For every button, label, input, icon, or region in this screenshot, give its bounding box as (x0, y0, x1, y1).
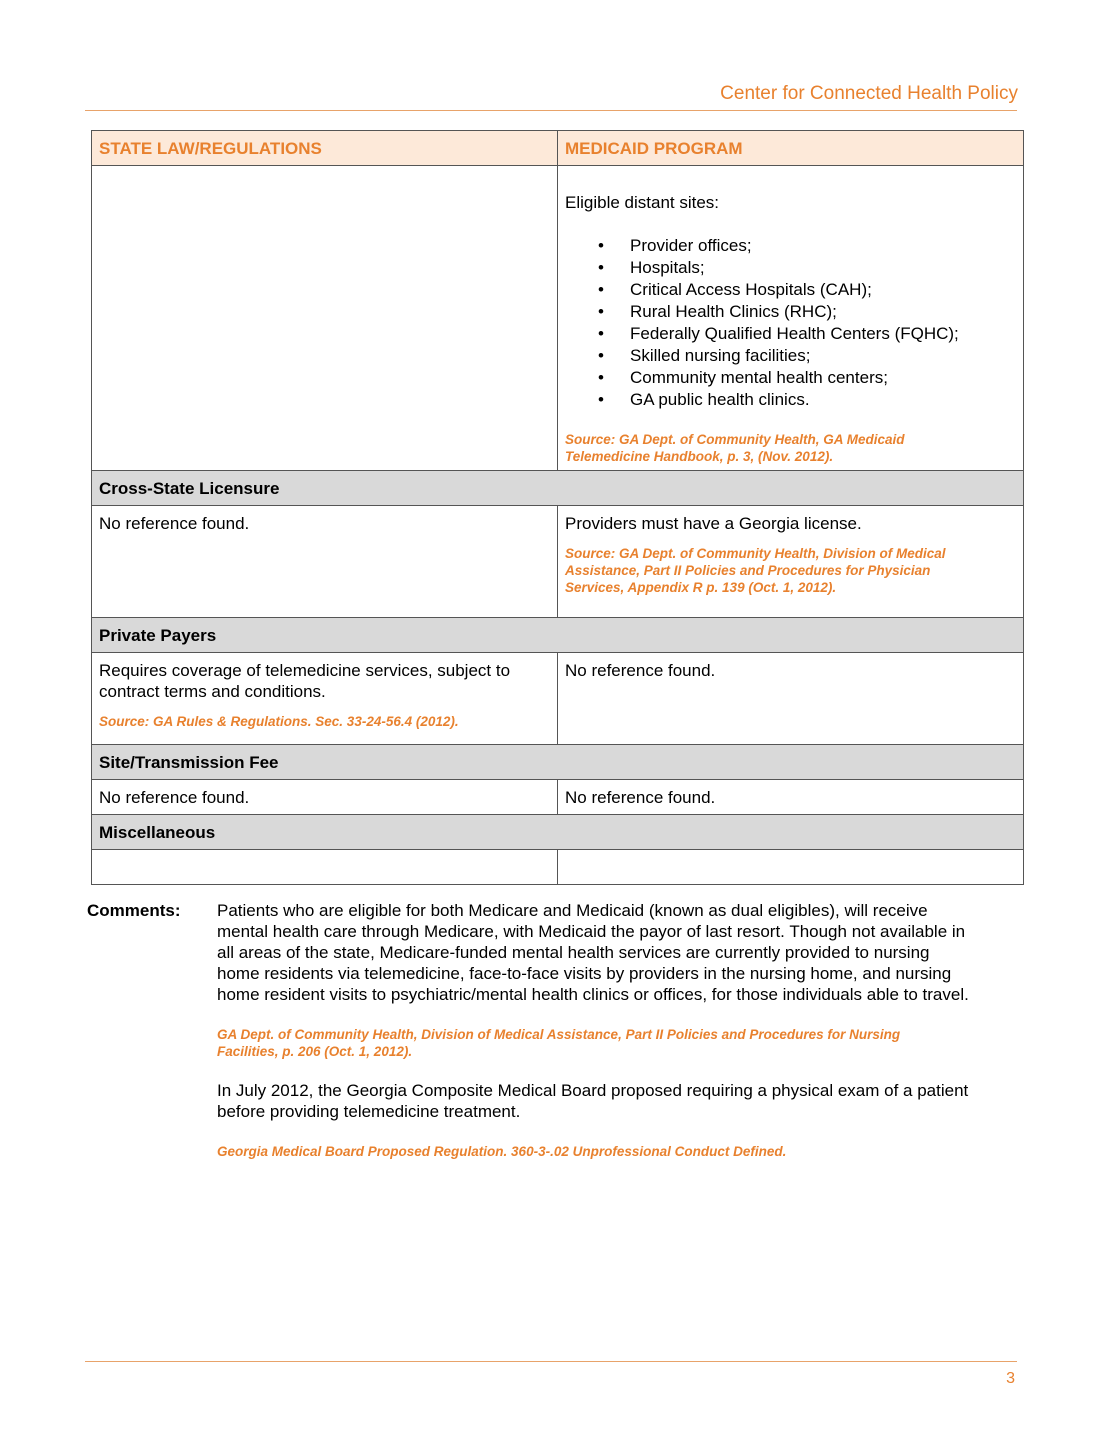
section-row-site-fee (92, 745, 1024, 780)
list-item: • Critical Access Hospitals (CAH); (598, 280, 872, 299)
licensure-state-law-cell: No reference found. (92, 506, 558, 618)
site-fee-state-law-cell: No reference found. (92, 780, 558, 815)
list-item: • Rural Health Clinics (RHC); (598, 302, 837, 321)
bullet-icon: • (598, 346, 604, 365)
column-header-medicaid: MEDICAID PROGRAM (558, 131, 1024, 166)
page-number: 3 (1006, 1370, 1015, 1387)
section-title-site-fee: Site/Transmission Fee (92, 745, 1024, 780)
source-citation: Georgia Medical Board Proposed Regulation. 360-3-.02 Unprofessional Conduct Defined. (217, 1144, 787, 1159)
source-citation: GA Dept. of Community Health, Division of Medical Assistance, Part II Policies and Procedures for Nursing Facilities, p. 206 (Oct. 1, 2012). (217, 1027, 901, 1059)
list-item: • Federally Qualified Health Centers (FQHC); (598, 324, 959, 343)
misc-state-law-cell (92, 850, 558, 885)
bullet-icon: • (598, 368, 604, 387)
list-item: • Community mental health centers; (598, 368, 888, 387)
comments-label: Comments: (87, 901, 181, 920)
distant-sites-intro: Eligible distant sites: (565, 193, 720, 212)
table-row-private-payers (92, 653, 1024, 745)
section-row-private-payers (92, 618, 1024, 653)
list-item: • Provider offices; (598, 236, 752, 255)
bullet-icon: • (598, 390, 604, 409)
comments-paragraph: In July 2012, the Georgia Composite Medical Board proposed requiring a physical exam of a patient before providing telemedicine treatment. (217, 1081, 969, 1121)
source-citation: Source: GA Rules & Regulations. Sec. 33-24-56.4 (2012). (99, 714, 459, 729)
private-payers-state-law-cell: Requires coverage of telemedicine services, subject to contract terms and conditions. Source: GA Rules & Regulations. Sec. 33-24-56.4 (2012). (92, 653, 558, 745)
bullet-icon: • (598, 280, 604, 299)
table-row-misc (92, 850, 1024, 885)
source-citation: Source: GA Dept. of Community Health, Division of Medical Assistance, Part II Policies and Procedures for Physician Services, Appendix R p. 139 (Oct. 1, 2012). (565, 546, 946, 595)
table-row-licensure (92, 506, 1024, 618)
section-title-licensure: Cross-State Licensure (92, 471, 1024, 506)
list-item: • Hospitals; (598, 258, 705, 277)
table-header-row (92, 131, 1024, 166)
policy-table (91, 130, 1024, 885)
section-title-private-payers: Private Payers (92, 618, 1024, 653)
table-row-site-fee (92, 780, 1024, 815)
distant-sites-list (565, 235, 1016, 411)
list-item: • Skilled nursing facilities; (598, 346, 811, 365)
bullet-icon: • (598, 236, 604, 255)
source-citation: Source: GA Dept. of Community Health, GA Medicaid Telemedicine Handbook, p. 3, (Nov. 2012). (565, 432, 905, 464)
comments-paragraph: Patients who are eligible for both Medicare and Medicaid (known as dual eligibles), will receive mental health care through Medicare, with Medicaid the payor of last resort. Though not available in all areas of the state, Medicare-funded mental health services are currently provided to nursing home residents via telemedicine, face-to-face visits by providers in the nursing home, and nursing home resident visits to psychiatric/mental health clinics or offices, for those individuals able to travel. (217, 901, 969, 1004)
section-row-misc (92, 815, 1024, 850)
footer-divider (85, 1361, 1017, 1362)
medicaid-distant-sites-cell (558, 166, 1024, 471)
section-title-misc: Miscellaneous (92, 815, 1024, 850)
header-divider (85, 110, 1017, 111)
comments-body (217, 900, 1022, 1160)
misc-medicaid-cell (558, 850, 1024, 885)
list-item: • GA public health clinics. (598, 390, 810, 409)
column-header-state-law: STATE LAW/REGULATIONS (92, 131, 558, 166)
bullet-icon: • (598, 324, 604, 343)
site-fee-medicaid-cell: No reference found. (558, 780, 1024, 815)
state-law-cell-empty (92, 166, 558, 471)
bullet-icon: • (598, 258, 604, 277)
section-row-licensure (92, 471, 1024, 506)
table-row-distant-sites (92, 166, 1024, 471)
licensure-medicaid-cell: Providers must have a Georgia license. Source: GA Dept. of Community Health, Division of Medical Assistance, Part II Policies and Procedures for Physician Services, Appendix R p. 139 (Oct. 1, 2012). (558, 506, 1024, 618)
page-header-title: Center for Connected Health Policy (720, 83, 1018, 104)
bullet-icon: • (598, 302, 604, 321)
private-payers-medicaid-cell: No reference found. (558, 653, 1024, 745)
